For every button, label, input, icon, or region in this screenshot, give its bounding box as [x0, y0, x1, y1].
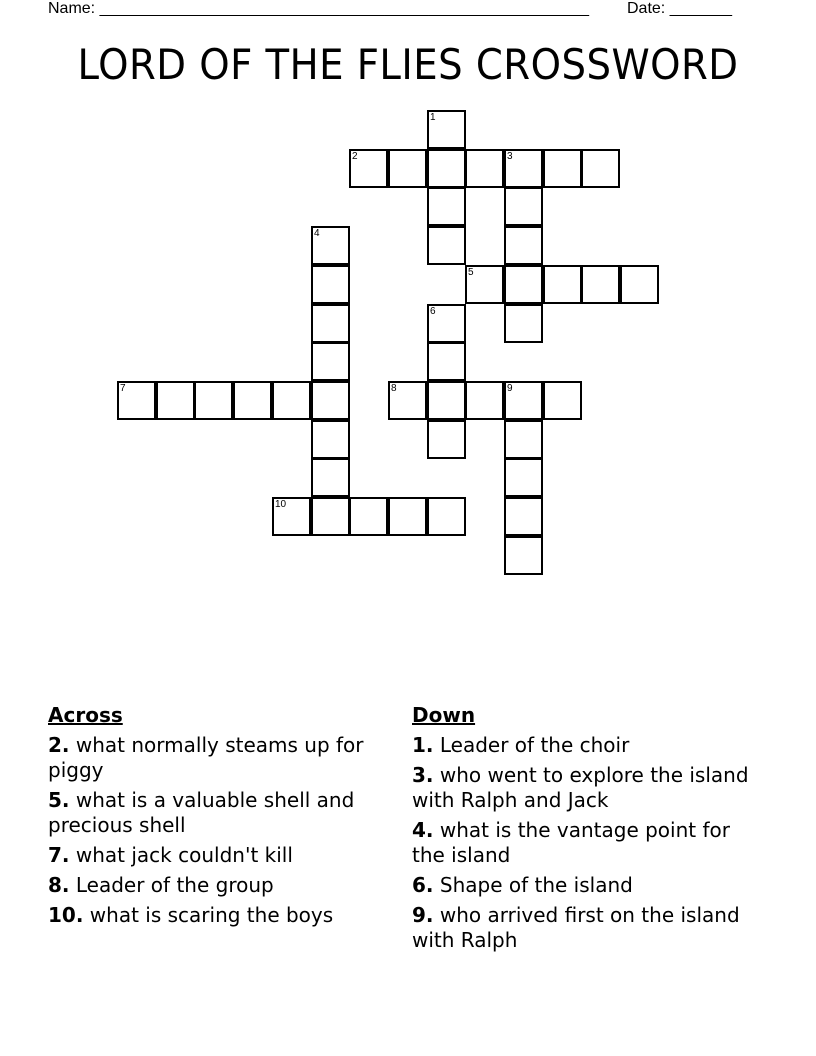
name-field[interactable]: Name: _______________________________________________________	[48, 0, 589, 17]
crossword-cell[interactable]	[543, 149, 582, 188]
crossword-cell[interactable]	[427, 497, 466, 536]
crossword-cell[interactable]	[427, 110, 466, 149]
crossword-cell[interactable]	[504, 304, 543, 343]
crossword-cell[interactable]	[504, 265, 543, 304]
crossword-cell[interactable]	[427, 304, 466, 343]
cell-number: 4	[314, 228, 320, 239]
clue-text: what is scaring the boys	[89, 903, 334, 927]
clue-number: 7.	[48, 843, 70, 867]
down-clue-3	[412, 763, 752, 813]
down-heading: Down	[412, 703, 476, 727]
crossword-cell[interactable]	[349, 149, 388, 188]
crossword-cell[interactable]	[427, 149, 466, 188]
crossword-cell[interactable]	[504, 536, 543, 575]
crossword-cell[interactable]	[233, 381, 272, 420]
clue-text: what jack couldn't kill	[75, 843, 293, 867]
clue-text: what is the vantage point for the island	[412, 818, 730, 867]
crossword-cell[interactable]	[311, 304, 350, 343]
crossword-cell[interactable]	[311, 420, 350, 459]
crossword-cell[interactable]	[272, 497, 311, 536]
crossword-cell[interactable]	[543, 265, 582, 304]
cell-number: 9	[507, 383, 513, 394]
crossword-cell[interactable]	[427, 381, 466, 420]
crossword-cell[interactable]	[465, 381, 504, 420]
clue-number: 1.	[412, 733, 434, 757]
cell-number: 8	[391, 383, 397, 394]
crossword-cell[interactable]	[311, 497, 350, 536]
crossword-cell[interactable]	[504, 497, 543, 536]
clue-text: what normally steams up for piggy	[48, 733, 364, 782]
crossword-cell[interactable]	[504, 149, 543, 188]
cell-number: 7	[120, 383, 126, 394]
clue-text: Leader of the group	[75, 873, 274, 897]
crossword-cell[interactable]	[504, 226, 543, 265]
cell-number: 5	[468, 267, 474, 278]
cell-number: 1	[430, 112, 436, 123]
crossword-cell[interactable]	[388, 497, 427, 536]
cell-number: 2	[352, 151, 358, 162]
clue-number: 8.	[48, 873, 70, 897]
clue-number: 4.	[412, 818, 434, 842]
across-clue-8	[48, 873, 388, 898]
down-clues	[412, 703, 752, 958]
clue-text: what is a valuable shell and precious shell	[48, 788, 355, 837]
down-clue-6	[412, 873, 752, 898]
crossword-cell[interactable]	[311, 342, 350, 381]
crossword-cell[interactable]	[272, 381, 311, 420]
clue-text: who arrived first on the island with Ralph	[412, 903, 740, 952]
down-clue-4	[412, 818, 752, 868]
clue-number: 9.	[412, 903, 434, 927]
crossword-cell[interactable]	[311, 265, 350, 304]
crossword-cell[interactable]	[504, 187, 543, 226]
down-clue-9	[412, 903, 752, 953]
clue-number: 10.	[48, 903, 84, 927]
crossword-cell[interactable]	[504, 381, 543, 420]
crossword-cell[interactable]	[194, 381, 233, 420]
crossword-cell[interactable]	[427, 226, 466, 265]
clue-number: 2.	[48, 733, 70, 757]
across-clue-5	[48, 788, 388, 838]
clue-number: 6.	[412, 873, 434, 897]
crossword-cell[interactable]	[427, 342, 466, 381]
crossword-cell[interactable]	[620, 265, 659, 304]
clue-text: who went to explore the island with Ralph and Jack	[412, 763, 749, 812]
across-heading: Across	[48, 703, 123, 727]
cell-number: 6	[430, 306, 436, 317]
across-clues	[48, 703, 388, 933]
across-clue-10	[48, 903, 388, 928]
clue-number: 3.	[412, 763, 434, 787]
across-clue-7	[48, 843, 388, 868]
crossword-cell[interactable]	[388, 149, 427, 188]
cell-number: 10	[275, 499, 287, 510]
clue-text: Shape of the island	[439, 873, 633, 897]
crossword-cell[interactable]	[504, 420, 543, 459]
crossword-cell[interactable]	[504, 458, 543, 497]
crossword-cell[interactable]	[427, 420, 466, 459]
crossword-cell[interactable]	[427, 187, 466, 226]
crossword-cell[interactable]	[465, 149, 504, 188]
crossword-cell[interactable]	[311, 381, 350, 420]
cell-number: 3	[507, 151, 513, 162]
crossword-cell[interactable]	[388, 381, 427, 420]
crossword-cell[interactable]	[581, 149, 620, 188]
down-clue-1	[412, 733, 752, 758]
crossword-cell[interactable]	[311, 226, 350, 265]
page-title: LORD OF THE FLIES CROSSWORD	[77, 40, 739, 89]
crossword-cell[interactable]	[117, 381, 156, 420]
clue-text: Leader of the choir	[439, 733, 630, 757]
crossword-cell[interactable]	[156, 381, 195, 420]
crossword-cell[interactable]	[311, 458, 350, 497]
date-field[interactable]: Date: _______	[627, 0, 732, 17]
crossword-cell[interactable]	[581, 265, 620, 304]
clue-number: 5.	[48, 788, 70, 812]
across-clue-2	[48, 733, 388, 783]
crossword-cell[interactable]	[349, 497, 388, 536]
crossword-cell[interactable]	[465, 265, 504, 304]
crossword-cell[interactable]	[543, 381, 582, 420]
